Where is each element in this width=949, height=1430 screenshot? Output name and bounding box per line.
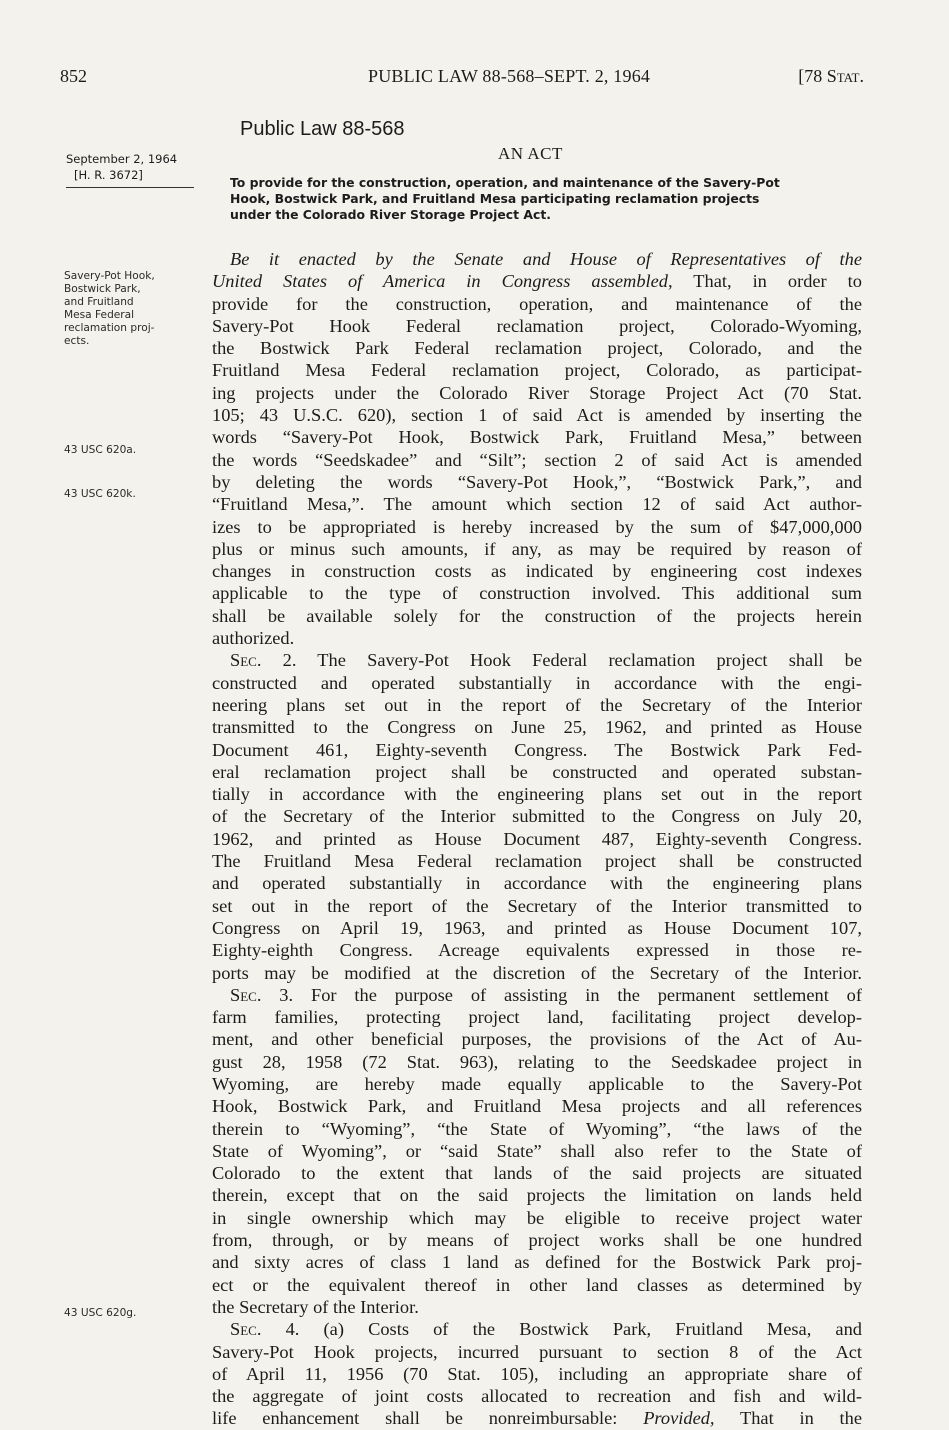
margin-note-line: Savery-Pot Hook,	[64, 270, 155, 282]
purpose-line: To provide for the construction, operation, and maintenance of the Savery-Pot	[230, 175, 780, 190]
text-line: ment, and other beneficial purposes, the provisions of the Act of Au-	[212, 1029, 862, 1050]
margin-note-projects	[64, 270, 155, 348]
text-line: the words “Seedskadee” and “Silt”; section 2 of said Act is amended	[212, 449, 862, 470]
enactment-date: September 2, 1964	[66, 152, 178, 166]
text-line: ports may be modified at the discretion of the Secretary of the Interior.	[212, 962, 862, 983]
enacting-clause-line: United States of America in Congress assembled, That, in order to	[212, 271, 862, 292]
margin-note-usc-620k: 43 USC 620k.	[64, 488, 136, 500]
running-head	[60, 66, 864, 94]
text-line: izes to be appropriated is hereby increased by the sum of $47,000,000	[212, 516, 862, 537]
section-3-first-line: Sec. 3. For the purpose of assisting in the permanent settlement of	[230, 984, 862, 1005]
text-line: 105; 43 U.S.C. 620), section 1 of said Act is amended by inserting the	[212, 405, 862, 426]
page-number: 852	[60, 66, 87, 86]
text-line: the Secretary of the Interior.	[212, 1296, 419, 1317]
text-line: of the Secretary of the Interior submitted to the Congress on July 20,	[212, 806, 862, 827]
act-body	[212, 248, 862, 1430]
text-line: Eighty-eighth Congress. Acreage equivalents expressed in those re-	[212, 940, 862, 961]
margin-note-line: Mesa Federal	[64, 309, 135, 321]
section-4	[212, 1341, 862, 1408]
running-title: PUBLIC LAW 88-568–SEPT. 2, 1964	[368, 66, 651, 86]
text-line: tially in accordance with the engineering plans set out in the report	[212, 784, 862, 805]
purpose-line: Hook, Bostwick Park, and Fruitland Mesa participating reclamation projects	[230, 191, 760, 206]
section-4-proviso-line: life enhancement shall be nonreimbursable: Provided, That in the	[212, 1408, 863, 1429]
text-line: applicable to the type of construction involved. This additional sum	[212, 583, 862, 604]
text-line: Savery-Pot Hook projects, incurred pursuant to section 8 of the Act	[212, 1341, 862, 1362]
text-line: eral reclamation project shall be constructed and operated substan-	[212, 761, 862, 782]
text-line: therein to “Wyoming”, “the State of Wyoming”, “the laws of the	[212, 1118, 862, 1139]
text-line: State of Wyoming”, or “said State” shall also refer to the State of	[212, 1140, 862, 1161]
margin-rule	[66, 187, 194, 188]
text-line: Congress on April 19, 1963, and printed as House Document 107,	[212, 917, 862, 938]
margin-note-usc-620a: 43 USC 620a.	[64, 444, 137, 456]
section-3	[212, 1006, 862, 1318]
text-line: ect or the equivalent thereof in other land classes as determined by	[212, 1274, 862, 1295]
text-line: constructed and operated substantially in accordance with the engi-	[212, 672, 862, 693]
text-line: words “Savery-Pot Hook, Bostwick Park, Fruitland Mesa,” between	[212, 427, 862, 448]
text-line: neering plans set out in the report of the Secretary of the Interior	[212, 694, 862, 715]
section-4-first-line: Sec. 4. (a) Costs of the Bostwick Park, Fruitland Mesa, and	[230, 1319, 862, 1340]
section-1	[212, 293, 862, 650]
text-line: authorized.	[212, 628, 295, 649]
text-line: from, through, or by means of project works shall be one hundred	[212, 1230, 862, 1251]
text-line: in single ownership which may be eligible to receive project water	[212, 1207, 862, 1228]
enactment-date-block	[66, 151, 177, 183]
text-line: and sixty acres of class 1 land as defined for the Bostwick Park proj-	[212, 1252, 862, 1273]
margin-note-line: and Fruitland	[64, 296, 134, 308]
text-line: gust 28, 1958 (72 Stat. 963), relating to the Seedskadee project in	[212, 1051, 862, 1072]
text-line: The Fruitland Mesa Federal reclamation project shall be constructed	[212, 851, 862, 872]
text-line: Document 461, Eighty-seventh Congress. The Bostwick Park Fed-	[212, 739, 862, 760]
text-line: the aggregate of joint costs allocated to recreation and fish and wild-	[212, 1386, 862, 1407]
text-line: Wyoming, are hereby made equally applicable to the Savery-Pot	[212, 1073, 862, 1094]
text-line: of April 11, 1956 (70 Stat. 105), including an appropriate share of	[212, 1363, 862, 1384]
purpose-line: under the Colorado River Storage Project Act.	[230, 207, 551, 222]
text-line: Savery-Pot Hook Federal reclamation project, Colorado-Wyoming,	[212, 315, 862, 336]
margin-note-line: ects.	[64, 335, 90, 347]
text-line: provide for the construction, operation, and maintenance of the	[212, 293, 862, 314]
text-line: ing projects under the Colorado River Storage Project Act (70 Stat.	[212, 382, 862, 403]
section-2-first-line: Sec. 2. The Savery-Pot Hook Federal reclamation project shall be	[230, 650, 862, 671]
margin-note-usc-620g: 43 USC 620g.	[64, 1307, 137, 1319]
text-line: and operated substantially in accordance with the engineering plans	[212, 873, 862, 894]
margin-note-line: Bostwick Park,	[64, 283, 141, 295]
text-line: “Fruitland Mesa,”. The amount which section 12 of said Act author-	[212, 494, 862, 515]
an-act-heading: AN ACT	[498, 144, 563, 163]
text-line: Hook, Bostwick Park, and Fruitland Mesa projects and all references	[212, 1096, 862, 1117]
text-line: by deleting the words “Savery-Pot Hook,”, “Bostwick Park,”, and	[212, 471, 862, 492]
text-line: shall be available solely for the construction of the projects herein	[212, 605, 862, 626]
enacting-clause-line: Be it enacted by the Senate and House of Representatives of the	[230, 249, 862, 269]
act-purpose	[230, 175, 860, 223]
text-line: set out in the report of the Secretary of the Interior transmitted to	[212, 895, 862, 916]
text-line: therein, except that on the said projects the limitation on lands held	[212, 1185, 862, 1206]
text-line: Colorado to the extent that lands of the said projects are situated	[212, 1163, 862, 1184]
text-line: farm families, protecting project land, facilitating project develop-	[212, 1007, 862, 1028]
text-line: changes in construction costs as indicated by engineering cost indexes	[212, 561, 862, 582]
bill-number: [H. R. 3672]	[74, 168, 143, 182]
text-line: the Bostwick Park Federal reclamation project, Colorado, and the	[212, 338, 862, 359]
text-line: Fruitland Mesa Federal reclamation project, Colorado, as participat-	[212, 360, 862, 381]
text-line: plus or minus such amounts, if any, as may be required by reason of	[212, 538, 862, 559]
statute-reference: [78 Stat.	[798, 66, 864, 86]
public-law-title: Public Law 88-568	[240, 118, 405, 140]
text-line: transmitted to the Congress on June 25, 1962, and printed as House	[212, 717, 862, 738]
section-2	[212, 672, 862, 984]
text-line: 1962, and printed as House Document 487, Eighty-seventh Congress.	[212, 828, 862, 849]
margin-note-line: reclamation proj-	[64, 322, 155, 334]
